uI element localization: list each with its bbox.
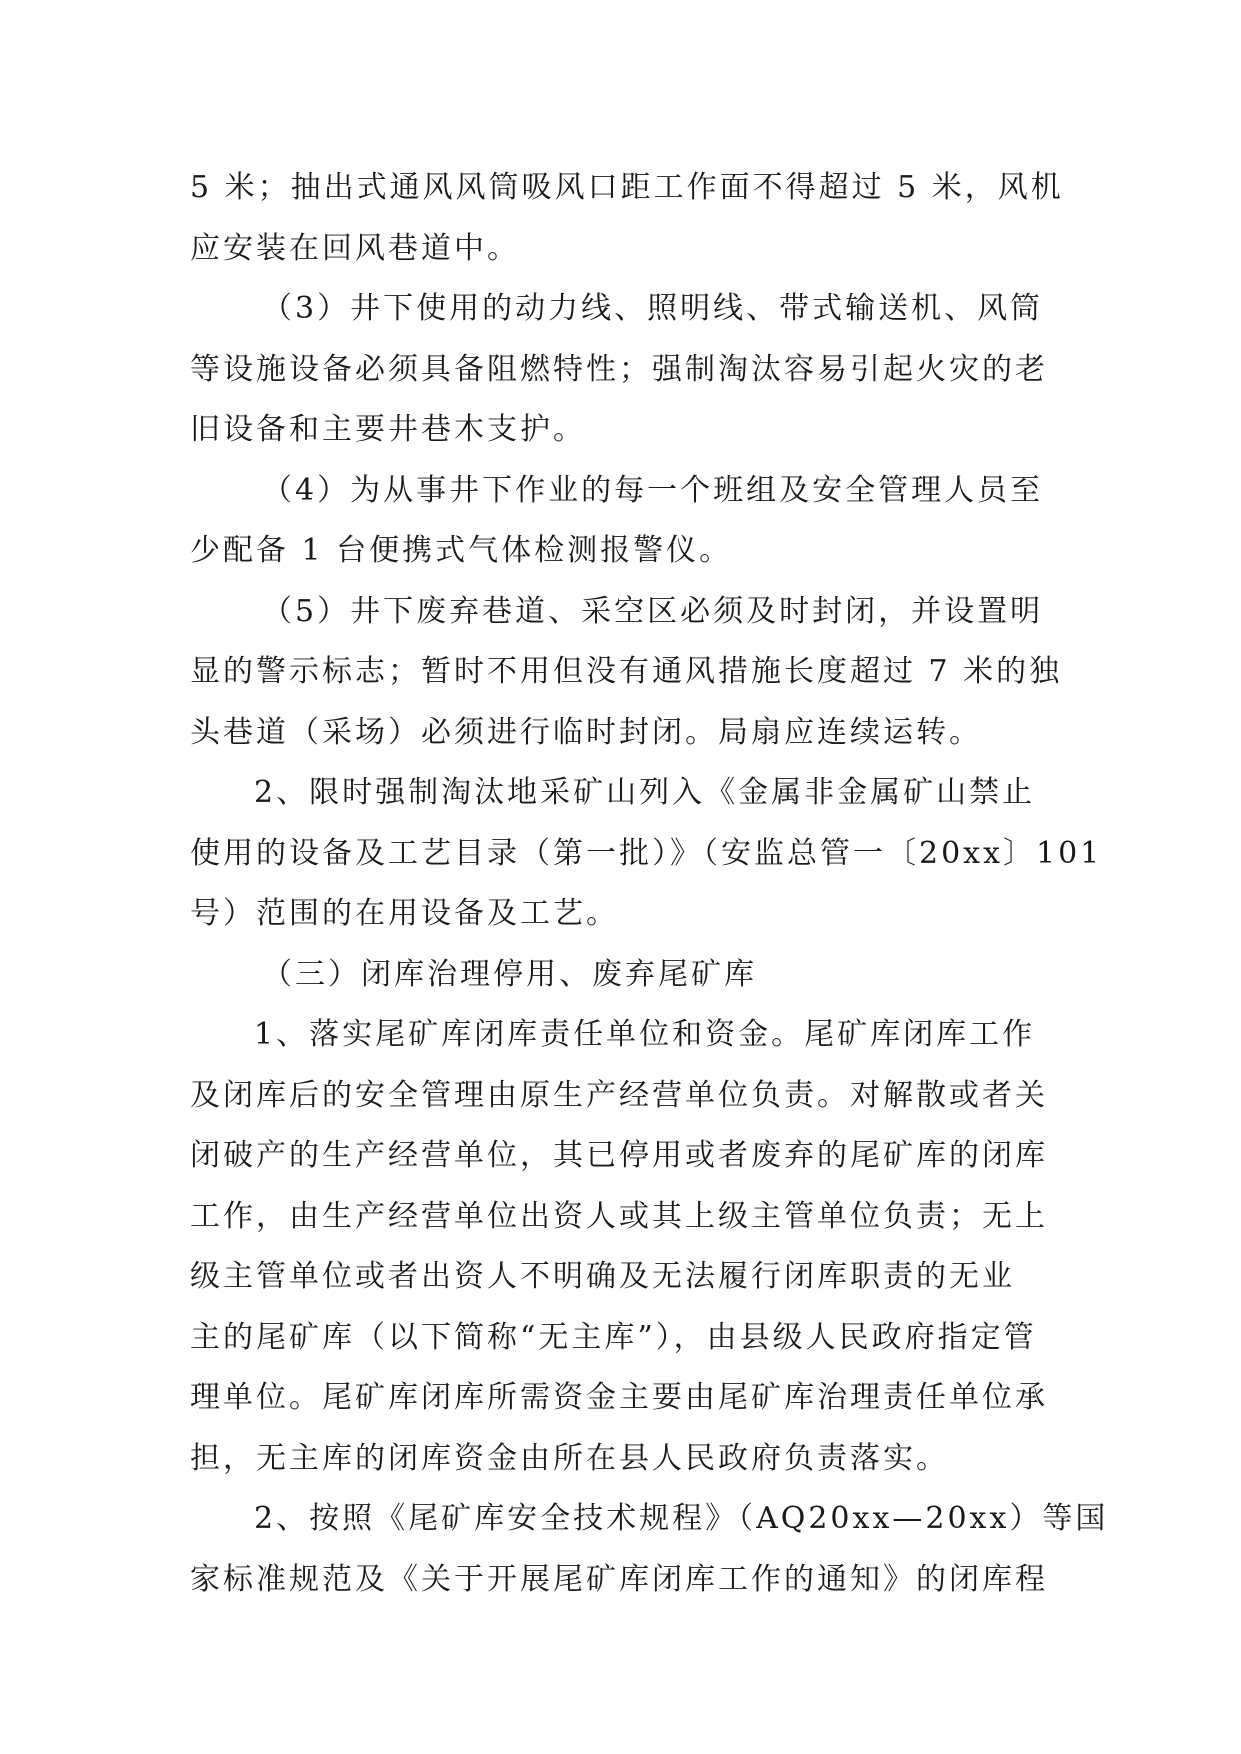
text-line: 及闭库后的安全管理由原生产经营单位负责。对解散或者关 — [190, 1077, 1048, 1113]
text-line: 工作，由生产经营单位出资人或其上级主管单位负责；无上 — [190, 1198, 1048, 1234]
text-line: 应安装在回风巷道中。 — [190, 230, 520, 266]
text-line: 少配备 1 台便携式气体检测报警仪。 — [190, 533, 733, 568]
section-heading: （三）闭库治理停用、废弃尾矿库 — [262, 956, 757, 992]
text-line: 使用的设备及工艺目录（第一批）》（安监总管一〔20xx〕101 — [190, 835, 1103, 871]
text-line: （5）井下废弃巷道、采空区必须及时封闭，并设置明 — [262, 593, 1044, 629]
text-line: 头巷道（采场）必须进行临时封闭。局扇应连续运转。 — [190, 714, 982, 750]
text-line: 级主管单位或者出资人不明确及无法履行闭库职责的无业 — [190, 1259, 1015, 1294]
text-line: 号）范围的在用设备及工艺。 — [190, 896, 619, 931]
text-line: 旧设备和主要井巷木支护。 — [190, 412, 586, 447]
text-line: 等设施设备必须具备阻燃特性；强制淘汰容易引起火灾的老 — [190, 351, 1048, 387]
text-line: （3）井下使用的动力线、照明线、带式输送机、风筒 — [262, 291, 1044, 326]
text-line: （4）为从事井下作业的每一个班组及安全管理人员至 — [262, 472, 1044, 508]
text-line: 主的尾矿库（以下简称“无主库”），由县级人民政府指定管 — [190, 1319, 1037, 1355]
text-line: 显的警示标志；暂时不用但没有通风措施长度超过 7 米的独 — [190, 654, 1063, 689]
text-line: 家标准规范及《关于开展尾矿库闭库工作的通知》的闭库程 — [190, 1561, 1048, 1597]
text-line: 2、限时强制淘汰地采矿山列入《金属非金属矿山禁止 — [254, 775, 1036, 810]
text-line: 1、落实尾矿库闭库责任单位和资金。尾矿库闭库工作 — [254, 1017, 1036, 1052]
text-line: 理单位。尾矿库闭库所需资金主要由尾矿库治理责任单位承 — [190, 1380, 1048, 1415]
text-line: 5 米；抽出式通风风筒吸风口距工作面不得超过 5 米，风机 — [190, 170, 1064, 205]
text-line: 担，无主库的闭库资金由所在县人民政府负责落实。 — [190, 1440, 949, 1476]
text-line: 2、按照《尾矿库安全技术规程》（AQ20xx—20xx）等国 — [254, 1501, 1109, 1536]
text-line: 闭破产的生产经营单位，其已停用或者废弃的尾矿库的闭库 — [190, 1138, 1048, 1173]
document-body — [190, 158, 1109, 1610]
